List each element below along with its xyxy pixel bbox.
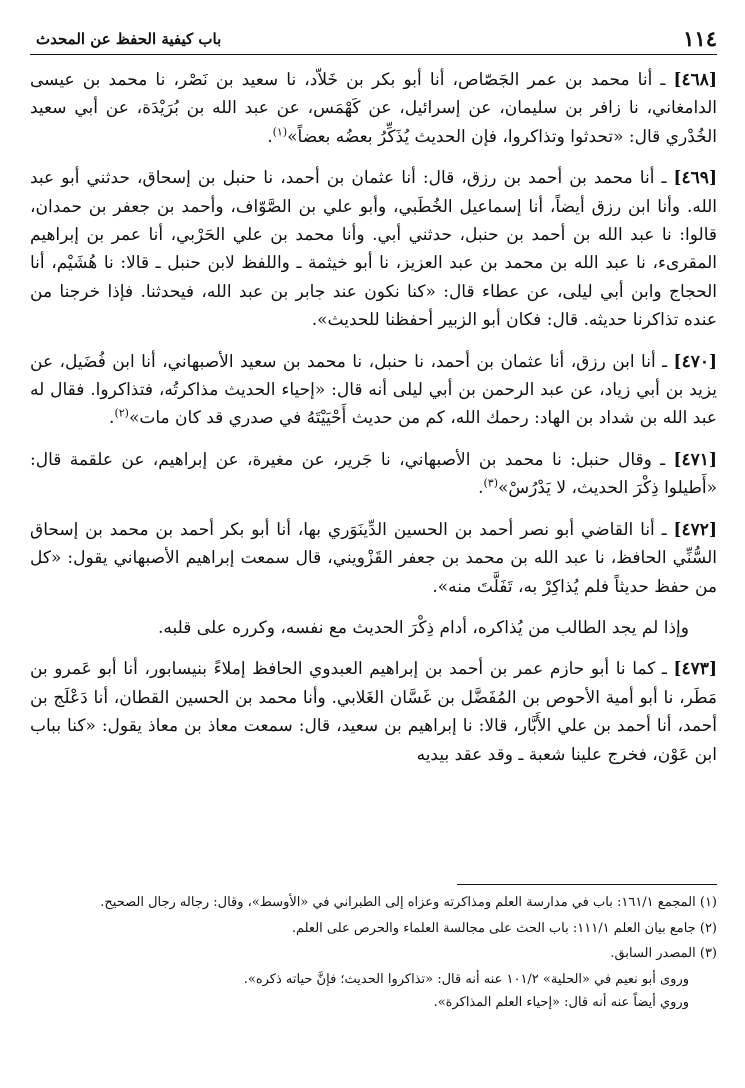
footnote-marker: (٣) [483, 476, 498, 490]
entry-text: ـ أنا محمد بن عمر الجَصّاص، أنا أبو بكر بن خَلاّد، نا سعيد بن نَصْر، نا محمد بن عيسى الدامغاني، نا زافر بن سليمان، عن إسرائيل، عن كَهْمَس، عن عبد الله بن بُرَيْدَة، عن أبي سعيد الخُدْري قال: «تحدثوا وتذاكروا، فإن الحديث يُذَكِّرُ بعضُه بعضاً» [30, 70, 717, 147]
commentary-paragraph [30, 614, 717, 642]
footnote-marker: (٢) [114, 406, 129, 420]
footnotes [30, 892, 717, 1016]
hadith-entry [30, 164, 717, 334]
entry-text: ـ أنا القاضي أبو نصر أحمد بن الحسين الدِّينَوَري بها، أنا أبو بكر أحمد بن محمد بن إسحاق السُّنِّي الحافظ، نا عبد الله بن محمد بن جعفر القَزْويني، قال سمعت إبراهيم الأصبهاني يقول: «كل من حفظ حديثاً فلم يُذاكِرْ به، تَفَلَّتَ منه». [30, 519, 717, 597]
footnote-continuation: وروي أيضاً عنه أنه قال: «إحياء العلم المذاكرة». [433, 995, 689, 1010]
entry-number: [٤٦٨] [673, 70, 717, 90]
entry-number: [٤٧٠] [673, 351, 718, 372]
entry-number: [٤٧٣] [673, 659, 717, 680]
entry-text: ـ أنا ابن رزق، أنا عثمان بن أحمد، نا حنبل، نا محمد بن سعيد الأصبهاني، أنا ابن فُضَيل، عن يزيد بن أبي زياد، عن عبد الرحمن بن أبي ليلى أنه قال: «إحياء الحديث مذاكرتُه، فتذاكروا. فقال له عبد الله بن شداد بن الهاد: رحمك الله، كم من حديث أَحْيَيْتَهُ في صدري قد كان مات» [30, 351, 717, 429]
hadith-entry: [٤٧١] ـ وقال حنبل: نا محمد بن الأصبهاني، نا جَرير، عن مغيرة، عن إبراهيم، عن علقمة قال: «أَطيلوا ذِكْرَ الحديث، لا يَدْرُسْ»$^{(٣)}$. [30, 449, 717, 499]
entry-number: [٤٧٢] [673, 519, 717, 540]
commentary-text: وإذا لم يجد الطالب من يُذاكره، أدام ذِكْرَ الحديث مع نفسه، وكرره على قلبه. [158, 617, 689, 638]
hadith-entry: [٤٧٠] ـ أنا ابن رزق، أنا عثمان بن أحمد، نا حنبل، نا محمد بن سعيد الأصبهاني، أنا ابن فُضَيل، عن يزيد بن أبي زياد، عن عبد الرحمن بن أبي ليلى أنه قال: «إحياء الحديث مذاكرتُه، فتذاكروا. فقال له عبد الله بن شداد بن الهاد: رحمك الله، كم من حديث أَحْيَيْتَهُ في صدري قد كان مات»$^{(٢)}$. [30, 351, 718, 429]
page-number: ١١٤ [683, 26, 717, 51]
footnote-marker: (١) [272, 125, 288, 139]
entry-text: ـ كما نا أبو حازم عمر بن أحمد بن إبراهيم العبدوي الحافظ إملاءً بنيسابور، أنا أبو عَمرو بن مَطَر، نا أبو أمية الأحوص بن المُفَضَّل بن غَسَّان الغَلابي. وأنا محمد بن الحسين القطان، أنا دَعْلَج بن أحمد، أنا أحمد بن علي الأَبَّار، قالا: نا إبراهيم بن سعيد، قال: سمعت معاذ بن معاذ يقول: «كنا بباب ابن عَوْن، فخرج علينا شعبة ـ وقد عقد بيديه [30, 659, 717, 765]
header-rule [30, 54, 717, 55]
entry-text: ـ وقال حنبل: نا محمد بن الأصبهاني، نا جَرير، عن مغيرة، عن إبراهيم، عن علقمة قال: «أَطيلوا ذِكْرَ الحديث، لا يَدْرُسْ» [30, 449, 717, 499]
footnote-continuation: وروى أبو نعيم في «الحلية» ١٠١/٢ عنه أنه قال: «تذاكروا الحديث؛ فإنَّ حياته ذكره». [243, 971, 689, 987]
entry-number: [٤٦٩] [673, 168, 717, 189]
entry-text: ـ أنا محمد بن أحمد بن رزق، قال: أنا عثمان بن أحمد، نا حنبل بن إسحاق، حدثني أبو عبد الله. وأنا ابن رزق أيضاً، أنا إسماعيل الخُطَبي، وأبو علي بن الصَّوّاف، وأحمد بن جعفر بن حمدان، قالوا: نا عبد الله بن أحمد بن حنبل، حدثني أبي. وأنا محمد بن علي الحَرْبي، أنا عمر بن إبراهيم المقرىء، نا عبد الله بن محمد بن عبد العزيز، نا أبو خيثمة ـ واللفظ لابن حنبل ـ قالا: نا هُشَيْم، أنا الحجاج وابن أبي ليلى، عن عطاء قال: «كنا نكون عند جابر بن عبد الله، فيحدثنا. فإذا خرجنا من عنده تذاكرنا حديثه. قال: فكان أبو الزبير أحفظنا للحديث». [30, 168, 717, 331]
main-text [30, 66, 717, 782]
hadith-entry [30, 516, 717, 601]
entry-number: [٤٧١] [673, 449, 717, 470]
chapter-title: باب كيفية الحفظ عن المحدث [36, 30, 222, 48]
document-page [30, 22, 717, 1072]
footnote-separator [457, 884, 717, 885]
hadith-entry [30, 655, 717, 769]
running-header [30, 22, 717, 52]
footnote: (٣) المصدر السابق. [610, 946, 717, 961]
hadith-entry: [٤٦٨] ـ أنا محمد بن عمر الجَصّاص، أنا أبو بكر بن خَلاّد، نا سعيد بن نَصْر، نا محمد بن عيسى الدامغاني، نا زافر بن سليمان، عن إسرائيل، عن كَهْمَس، عن عبد الله بن بُرَيْدَة، عن أبي سعيد الخُدْري قال: «تحدثوا وتذاكروا، فإن الحديث يُذَكِّرُ بعضُه بعضاً»$^{(١)}$. [30, 70, 717, 147]
footnote: (٢) جامع بيان العلم ١١١/١: باب الحث على مجالسة العلماء والحرص على العلم. [291, 920, 717, 936]
footnote: (١) المجمع ١٦١/١: باب في مدارسة العلم ومذاكرته وعزاه إلى الطبراني في «الأوسط»، وقال: رجاله رجال الصحيح. [100, 895, 717, 910]
